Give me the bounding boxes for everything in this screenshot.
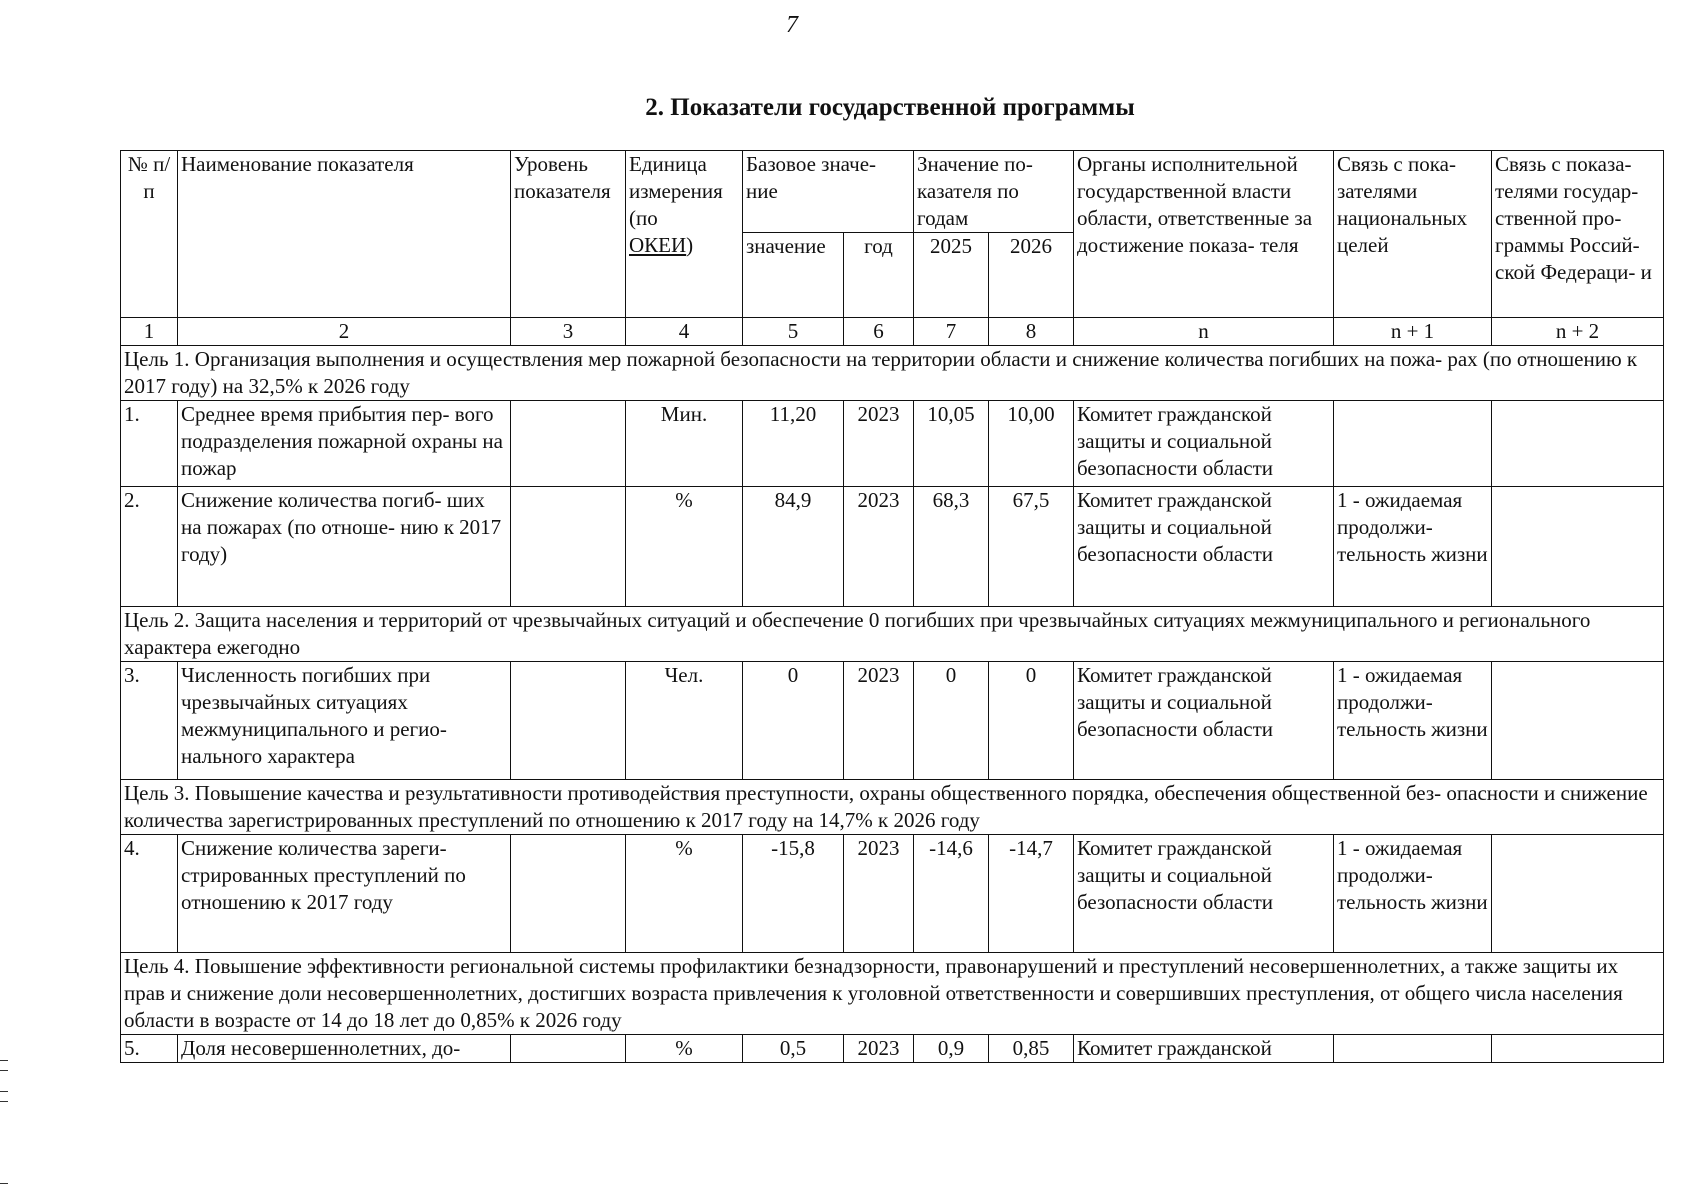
column-number: n + 1 xyxy=(1334,318,1492,346)
table-header-row xyxy=(121,151,1664,233)
row-authority: Комитет гражданской защиты и социальной безопасности области xyxy=(1074,487,1334,607)
header-authorities: Органы исполнительной государственной власти области, ответственные за достижение показа- теля xyxy=(1074,151,1334,318)
goal-1: Цель 1. Организация выполнения и осуществления мер пожарной безопасности на территории области и снижение количества погибших на пожа- рах (по отношению к 2017 году) на 32,5% к 2026 году xyxy=(121,346,1664,401)
table-row xyxy=(121,1035,1664,1063)
row-level xyxy=(511,835,626,953)
row-rf-program xyxy=(1492,662,1664,780)
row-authority: Комитет гражданской xyxy=(1074,1035,1334,1063)
table-row xyxy=(121,662,1664,780)
column-number: 6 xyxy=(844,318,914,346)
row-national-goal: 1 - ожидаемая продолжи- тельность жизни xyxy=(1334,662,1492,780)
row-unit: % xyxy=(626,1035,743,1063)
row-national-goal: 1 - ожидаемая продолжи- тельность жизни xyxy=(1334,487,1492,607)
row-rf-program xyxy=(1492,487,1664,607)
scan-edge-marks xyxy=(0,1070,8,1092)
header-level: Уровень показателя xyxy=(511,151,626,318)
row-value-2025: 68,3 xyxy=(914,487,989,607)
header-base-year: год xyxy=(844,233,914,318)
row-national-goal: 1 - ожидаемая продолжи- тельность жизни xyxy=(1334,835,1492,953)
row-num: 5. xyxy=(121,1035,178,1063)
column-number: 3 xyxy=(511,318,626,346)
goal-2: Цель 2. Защита населения и территорий от чрезвычайных ситуаций и обеспечение 0 погибших при чрезвычайных ситуациях межмуниципального и регионального характера ежегодно xyxy=(121,607,1664,662)
row-value-2025: -14,6 xyxy=(914,835,989,953)
row-name: Снижение количества погиб- ших на пожарах (по отноше- нию к 2017 году) xyxy=(178,487,511,607)
row-authority: Комитет гражданской защиты и социальной безопасности области xyxy=(1074,401,1334,487)
row-level xyxy=(511,1035,626,1063)
row-base-year: 2023 xyxy=(844,835,914,953)
column-number: n + 2 xyxy=(1492,318,1664,346)
header-base: Базовое значе- ние xyxy=(743,151,914,233)
row-base-year: 2023 xyxy=(844,487,914,607)
header-national-goals: Связь с пока- зателями национальных целей xyxy=(1334,151,1492,318)
goal-row xyxy=(121,780,1664,835)
row-num: 1. xyxy=(121,401,178,487)
page-number-mark: 7 xyxy=(786,12,798,38)
header-base-value: значение xyxy=(743,233,844,318)
row-authority: Комитет гражданской защиты и социальной безопасности области xyxy=(1074,662,1334,780)
goal-4: Цель 4. Повышение эффективности региональной системы профилактики безнадзорности, правонарушений и преступлений несовершеннолетних, а также защиты их прав и снижение доли несовершеннолетних, достигших возраста привлечения к уголовной ответственности и совершивших преступления, от общего числа населения области в возрасте от 14 до 18 лет до 0,85% к 2026 году xyxy=(121,953,1664,1035)
row-name: Среднее время прибытия пер- вого подразделения пожарной охраны на пожар xyxy=(178,401,511,487)
column-number: 8 xyxy=(989,318,1074,346)
column-number: 4 xyxy=(626,318,743,346)
row-value-2025: 0,9 xyxy=(914,1035,989,1063)
row-unit: % xyxy=(626,487,743,607)
row-num: 2. xyxy=(121,487,178,607)
row-rf-program xyxy=(1492,401,1664,487)
header-values-by-year: Значение по- казателя по годам xyxy=(914,151,1074,233)
header-rf-programs: Связь с показа- телями государ- ственной про- граммы Россий- ской Федераци- и xyxy=(1492,151,1664,318)
table-row xyxy=(121,487,1664,607)
row-value-2025: 0 xyxy=(914,662,989,780)
row-unit: Мин. xyxy=(626,401,743,487)
table-row xyxy=(121,401,1664,487)
row-national-goal xyxy=(1334,1035,1492,1063)
row-name: Доля несовершеннолетних, до- xyxy=(178,1035,511,1063)
row-base-value: 84,9 xyxy=(743,487,844,607)
row-base-value: 11,20 xyxy=(743,401,844,487)
header-unit-okei: ОКЕИ xyxy=(629,233,687,257)
goal-3: Цель 3. Повышение качества и результативности противодействия преступности, охраны общественного порядка, обеспечения общественной без- опасности и снижение количества зарегистрированных преступлений по отношению к 2017 году на 14,7% к 2026 году xyxy=(121,780,1664,835)
column-number: n xyxy=(1074,318,1334,346)
header-unit xyxy=(626,151,743,318)
row-value-2025: 10,05 xyxy=(914,401,989,487)
header-unit-close: ) xyxy=(686,233,694,257)
table-row xyxy=(121,835,1664,953)
row-base-value: -15,8 xyxy=(743,835,844,953)
goal-row xyxy=(121,953,1664,1035)
row-level xyxy=(511,487,626,607)
row-rf-program xyxy=(1492,835,1664,953)
column-numbers-row xyxy=(121,318,1664,346)
column-number: 2 xyxy=(178,318,511,346)
row-base-value: 0 xyxy=(743,662,844,780)
row-level xyxy=(511,662,626,780)
row-level xyxy=(511,401,626,487)
header-num: № п/п xyxy=(121,151,178,318)
row-base-value: 0,5 xyxy=(743,1035,844,1063)
goal-row xyxy=(121,607,1664,662)
row-value-2026: -14,7 xyxy=(989,835,1074,953)
column-number: 5 xyxy=(743,318,844,346)
row-value-2026: 0,85 xyxy=(989,1035,1074,1063)
page-title: 2. Показатели государственной программы xyxy=(645,94,1135,121)
row-value-2026: 0 xyxy=(989,662,1074,780)
column-number: 7 xyxy=(914,318,989,346)
row-base-year: 2023 xyxy=(844,1035,914,1063)
scan-edge-mark xyxy=(0,1183,8,1184)
header-year-2025: 2025 xyxy=(914,233,989,318)
goal-row xyxy=(121,346,1664,401)
row-base-year: 2023 xyxy=(844,401,914,487)
row-rf-program xyxy=(1492,1035,1664,1063)
row-value-2026: 67,5 xyxy=(989,487,1074,607)
row-num: 3. xyxy=(121,662,178,780)
row-national-goal xyxy=(1334,401,1492,487)
header-name: Наименование показателя xyxy=(178,151,511,318)
row-name: Снижение количества зареги- стрированных преступлений по отношению к 2017 году xyxy=(178,835,511,953)
header-year-2026: 2026 xyxy=(989,233,1074,318)
column-number: 1 xyxy=(121,318,178,346)
row-authority: Комитет гражданской защиты и социальной безопасности области xyxy=(1074,835,1334,953)
row-value-2026: 10,00 xyxy=(989,401,1074,487)
row-unit: % xyxy=(626,835,743,953)
row-unit: Чел. xyxy=(626,662,743,780)
row-name: Численность погибших при чрезвычайных ситуациях межмуниципального и регио- нального характера xyxy=(178,662,511,780)
row-num: 4. xyxy=(121,835,178,953)
header-unit-text: Единица измерения (по xyxy=(629,152,723,230)
indicators-table xyxy=(120,150,1664,1063)
row-base-year: 2023 xyxy=(844,662,914,780)
